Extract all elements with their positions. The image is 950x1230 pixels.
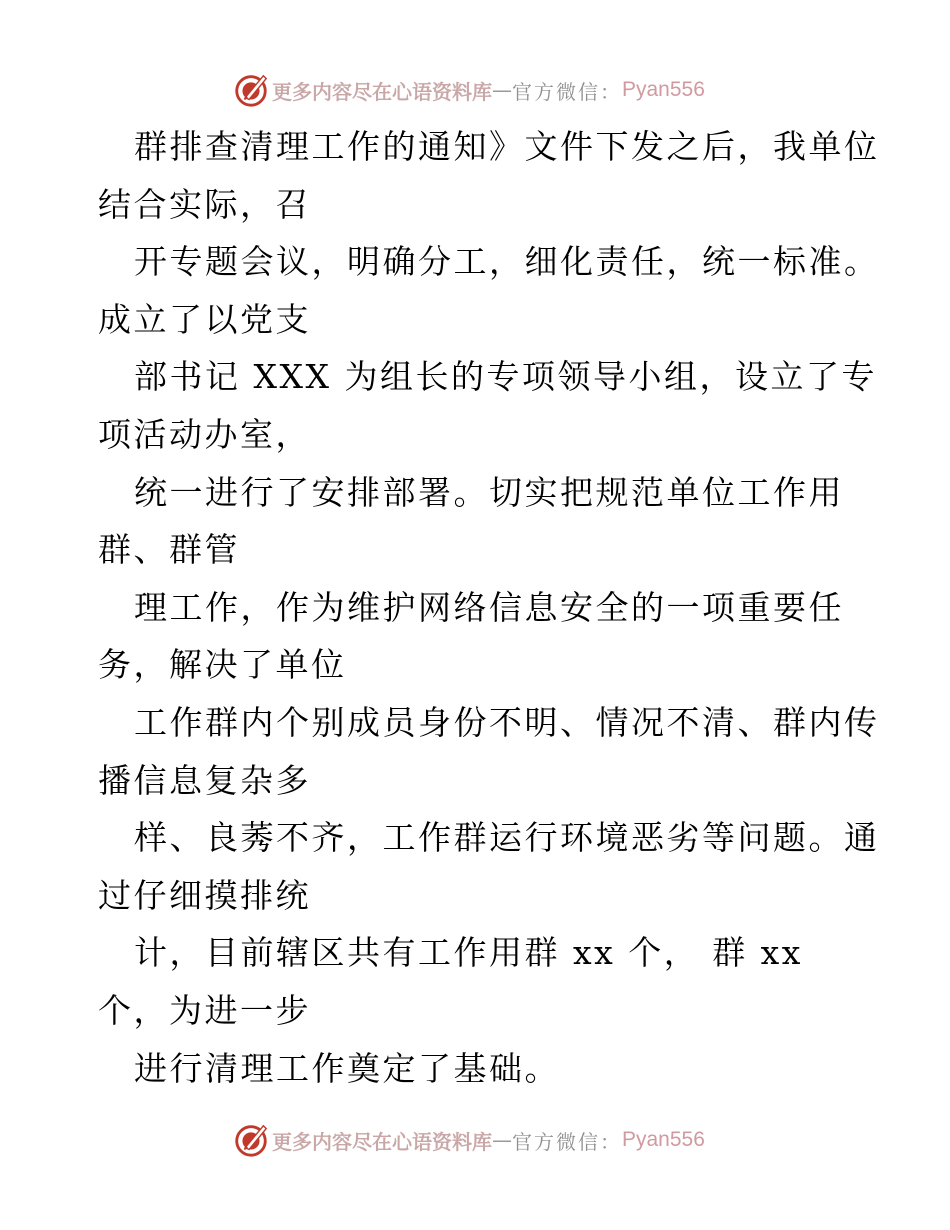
text-line: 项活动办室， (98, 414, 311, 454)
text-line: 进行清理工作奠定了基础。 (134, 1048, 560, 1088)
text-line: 务，解决了单位 (98, 645, 347, 685)
text-line: 个，为进一步 (98, 990, 311, 1030)
watermark-brand-text: 更多内容尽在心语资料库 (272, 79, 492, 104)
text-line: 部书记 XXX 为组长的专项领导小组，设立了专 (134, 357, 877, 397)
text-line: 开专题会议，明确分工，细化责任，统一标准。 (134, 242, 880, 282)
text-line: 样、良莠不齐，工作群运行环境恶劣等问题。通 (134, 818, 880, 858)
text-line: 计，目前辖区共有工作用群 xx 个， 群 xx (134, 933, 803, 973)
quill-seal-icon (232, 1121, 270, 1159)
watermark-id: Pyan556 (622, 1128, 705, 1151)
text-line: 理工作，作为维护网络信息安全的一项重要任 (134, 587, 844, 627)
watermark-brand-text: 更多内容尽在心语资料库 (272, 1129, 492, 1154)
document-body (98, 118, 898, 1097)
header-watermark (232, 70, 705, 110)
text-line: 过仔细摸排统 (98, 875, 311, 915)
watermark-id: Pyan556 (622, 78, 705, 101)
text-line: 结合实际，召 (98, 184, 311, 224)
text-line: 播信息复杂多 (98, 760, 311, 800)
watermark-dash: — (492, 1128, 512, 1152)
footer-watermark (232, 1120, 705, 1160)
watermark-label: 官方微信： (512, 79, 622, 104)
watermark-dash: — (492, 78, 512, 102)
text-line: 工作群内个别成员身份不明、情况不清、群内传 (134, 702, 880, 742)
text-line: 群排查清理工作的通知》文件下发之后，我单位 (134, 127, 880, 166)
quill-seal-icon (232, 71, 270, 109)
text-line: 群、群管 (98, 530, 240, 570)
text-line: 成立了以党支 (98, 299, 311, 339)
watermark-label: 官方微信： (512, 1129, 622, 1154)
text-line: 统一进行了安排部署。切实把规范单位工作用 (134, 472, 844, 512)
